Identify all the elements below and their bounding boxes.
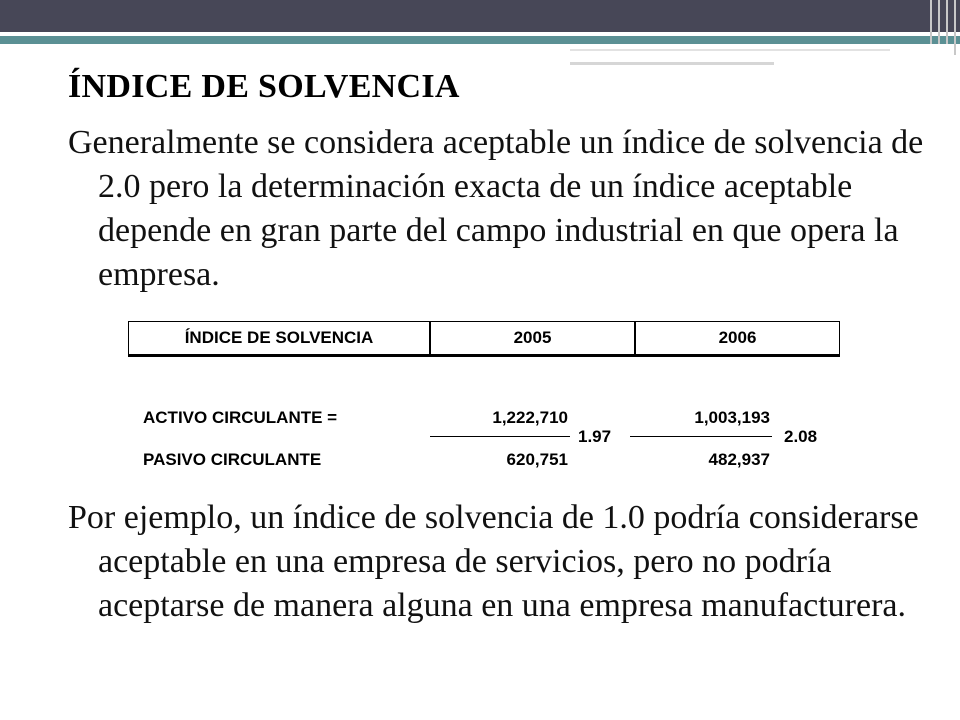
header-label-cell: ÍNDICE DE SOLVENCIA	[129, 322, 431, 354]
top-decorative-bar	[0, 0, 960, 32]
intro-paragraph: Generalmente se considera aceptable un índice de solvencia de 2.0 pero la determinación exacta de un índice aceptable depende en gran parte del campo industrial en que opera la empresa.	[68, 124, 924, 293]
result-2006: 2.08	[784, 427, 818, 446]
denominator-2005: 620,751	[506, 450, 568, 469]
example-paragraph: Por ejemplo, un índice de solvencia de 1.0 podría considerarse aceptable en una empresa de servicios, pero no podría aceptarse de manera alguna en una empresa manufacturera.	[68, 499, 919, 624]
corner-bar	[930, 0, 932, 44]
corner-bar	[954, 0, 956, 55]
numerator-2006: 1,003,193	[694, 408, 770, 427]
slide-heading: ÍNDICE DE SOLVENCIA	[68, 68, 460, 105]
numerator-2005: 1,222,710	[492, 408, 568, 427]
numerator-label: ACTIVO CIRCULANTE =	[143, 408, 338, 427]
fraction-line-2006	[630, 436, 772, 437]
accent-line	[0, 36, 960, 44]
decorative-line	[570, 62, 774, 65]
result-2005: 1.97	[578, 427, 612, 446]
decorative-line	[570, 49, 890, 51]
header-2006-cell: 2006	[718, 328, 757, 347]
fraction-line-2005	[430, 436, 570, 437]
header-2005-cell: 2005	[431, 322, 636, 354]
denominator-label: PASIVO CIRCULANTE	[143, 450, 322, 469]
corner-bar	[938, 0, 940, 44]
solvency-table-header	[128, 321, 840, 357]
corner-bar	[946, 0, 948, 44]
denominator-2006: 482,937	[708, 450, 770, 469]
corner-ornament	[916, 0, 960, 55]
